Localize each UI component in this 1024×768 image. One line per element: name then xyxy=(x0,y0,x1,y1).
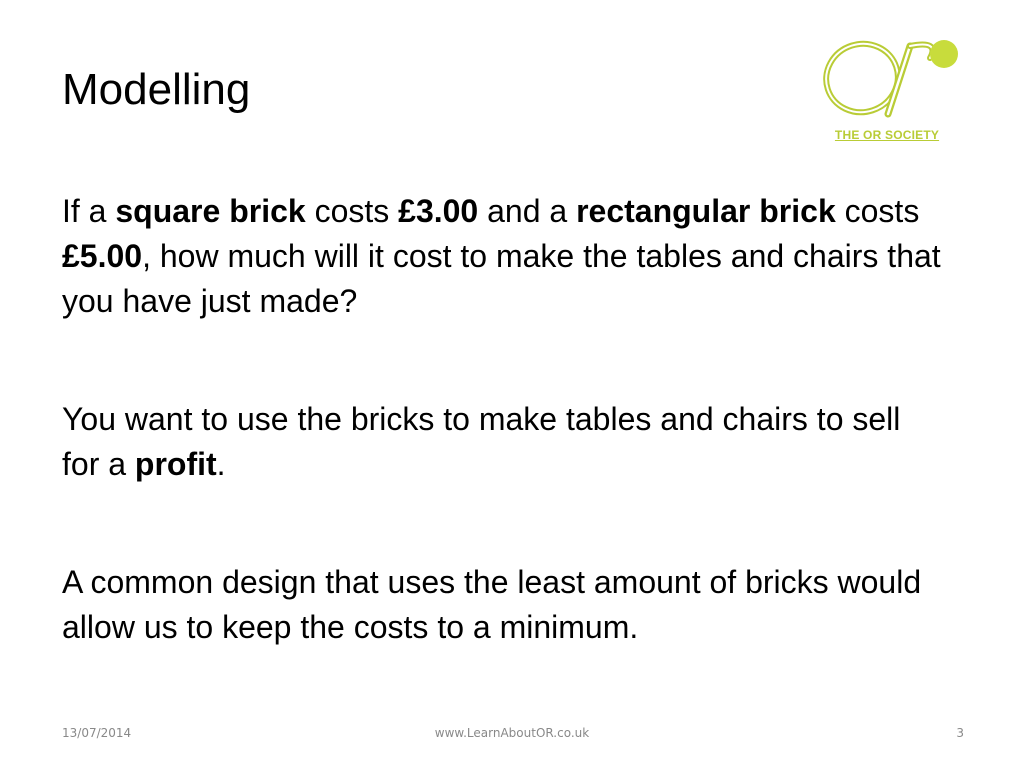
p2-text-2: . xyxy=(216,446,226,482)
or-society-logo-icon xyxy=(818,36,964,154)
paragraph-brick-costs xyxy=(62,189,942,324)
p3-text-1: A common design that uses the least amount of bricks would allow us to keep the costs to a minimum. xyxy=(62,564,922,645)
paragraph-common-design xyxy=(62,560,942,650)
p1-text-5: , how much will it cost to make the tables and chairs that you have just made? xyxy=(62,238,941,319)
slide-title: Modelling xyxy=(62,65,251,114)
p2-text-1: You want to use the bricks to make tables and chairs to sell for a xyxy=(62,401,901,482)
p1-rectangular-price: £5.00 xyxy=(62,238,143,274)
p2-profit: profit xyxy=(134,446,217,482)
footer-date: 13/07/2014 xyxy=(62,726,132,740)
or-logo-mark xyxy=(818,36,964,128)
logo-caption: THE OR SOCIETY xyxy=(834,128,940,142)
p1-rectangular-brick: rectangular brick xyxy=(576,193,836,229)
p1-square-brick: square brick xyxy=(115,193,306,229)
footer-url: www.LearnAboutOR.co.uk xyxy=(434,726,590,740)
paragraph-profit xyxy=(62,397,942,487)
p1-text-4: costs xyxy=(835,193,920,229)
p1-text-3: and a xyxy=(478,193,577,229)
p1-text-1: If a xyxy=(62,193,116,229)
footer-page-number: 3 xyxy=(956,726,964,740)
p1-square-price: £3.00 xyxy=(398,193,479,229)
p1-text-2: costs xyxy=(305,193,399,229)
